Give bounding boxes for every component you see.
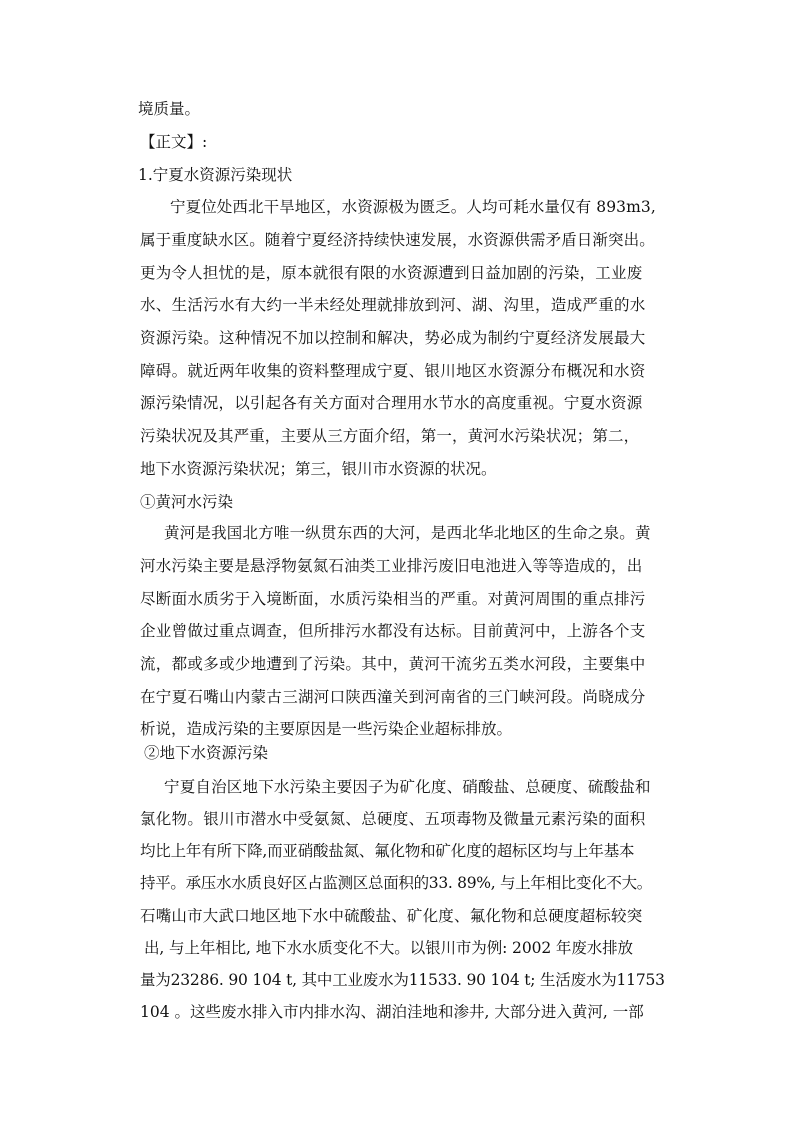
paragraph-line: 地下水资源污染状况；第三，银川市水资源的状况。 — [140, 460, 497, 478]
paragraph-line: 流，都或多或少地遭到了污染。其中，黄河干流劣五类水河段，主要集中 — [140, 655, 646, 673]
subsection-1-title: ①黄河水污染 — [140, 493, 234, 511]
paragraph-line: 104 。这些废水排入市内排水沟、湖泊洼地和渗井, 大部分进入黄河, 一部 — [140, 1003, 644, 1021]
paragraph-line: 河水污染主要是悬浮物氨氮石油类工业排污废旧电池进入等等造成的，出 — [140, 557, 643, 575]
paragraph-line: 水、生活污水有大约一半未经处理就排放到河、湖、沟里，造成严重的水 — [140, 296, 646, 314]
paragraph-line: 污染状况及其严重，主要从三方面介绍，第一，黄河水污染状况；第二， — [140, 427, 640, 445]
paragraph-line: 更为令人担忧的是，原本就很有限的水资源遭到日益加剧的污染，工业废 — [140, 264, 643, 282]
paragraph-line: 障碍。就近两年收集的资料整理成宁夏、银川地区水资源分布概况和水资 — [140, 362, 646, 380]
paragraph-line: 出, 与上年相比, 地下水水质变化不大。以银川市为例: 2002 年废水排放 — [144, 939, 633, 957]
paragraph-line: 石嘴山市大武口地区地下水中硫酸盐、矿化度、氟化物和总硬度超标较突 — [140, 907, 643, 925]
subsection-2-title: ②地下水资源污染 — [144, 744, 269, 762]
paragraph-line: 析说，造成污染的主要原因是一些污染企业超标排放。 — [140, 720, 513, 738]
paragraph-line: 企业曾做过重点调查，但所排污水都没有达标。目前黄河中，上游各个支 — [140, 622, 646, 640]
paragraph-line: 氯化物。银川市潜水中受氨氮、总硬度、五项毒物及微量元素污染的面积 — [140, 810, 646, 828]
section-1-title: 1.宁夏水资源污染现状 — [138, 166, 293, 184]
intro-tail-text: 境质量。 — [138, 100, 201, 118]
paragraph-line: 尽断面水质劣于入境断面，水质污染相当的严重。对黄河周围的重点排污 — [140, 590, 646, 608]
paragraph-line: 宁夏自治区地下水污染主要因子为矿化度、硝酸盐、总硬度、硫酸盐和 — [164, 778, 651, 796]
paragraph-line: 量为23286. 90 104 t, 其中工业废水为11533. 90 104 t; 生活废水为11753 — [140, 971, 665, 989]
paragraph-line: 属于重度缺水区。随着宁夏经济持续快速发展，水资源供需矛盾日渐突出。 — [140, 231, 655, 249]
paragraph-line: 均比上年有所下降,而亚硝酸盐氮、氟化物和矿化度的超标区均与上年基本 — [140, 842, 635, 860]
paragraph-line: 持平。承压水水质良好区占监测区总面积的33. 89%, 与上年相比变化不大。 — [140, 874, 652, 892]
paragraph-line: 源污染情况，以引起各有关方面对合理用水节水的高度重视。宁夏水资源 — [140, 394, 643, 412]
paragraph-line: 在宁夏石嘴山内蒙古三湖河口陕西潼关到河南省的三门峡河段。尚晓成分 — [140, 688, 646, 706]
body-label: 【正文】: — [140, 133, 208, 151]
paragraph-line: 宁夏位处西北干旱地区，水资源极为匮乏。人均可耗水量仅有 893m3, — [170, 198, 656, 216]
paragraph-line: 资源污染。这种情况不加以控制和解决，势必成为制约宁夏经济发展最大 — [140, 329, 646, 347]
paragraph-line: 黄河是我国北方唯一纵贯东西的大河，是西北华北地区的生命之泉。黄 — [164, 524, 651, 542]
